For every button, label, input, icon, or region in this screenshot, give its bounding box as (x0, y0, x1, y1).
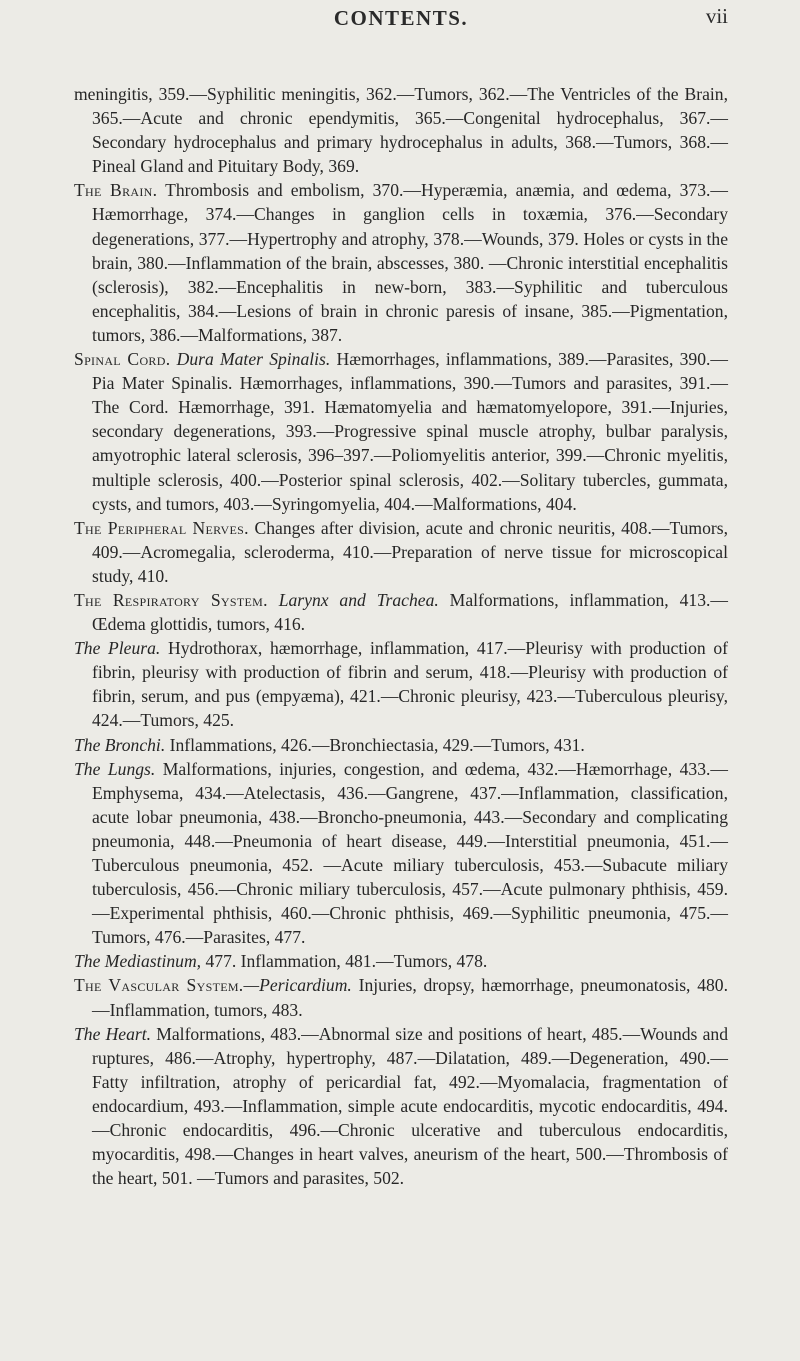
contents-entry (74, 733, 728, 757)
entry-text: Malformations, 483.—Abnormal size and positions of heart, 485.—Wounds and ruptures, 486.—Atrophy, hypertrophy, 487.—Dilatation, 489.—Degeneration, 490.—Fatty infiltration, atrophy of pericardial fat, 492.—Myomalacia, fragmentation of endocardium, 493.—Inflammation, simple acute endocarditis, mycotic endocarditis, 494.—Chronic endocarditis, 496.—Chronic ulcerative and tuberculous endocarditis, myocarditis, 498.—Changes in heart valves, aneurism of the heart, 500.—Thrombosis of the heart, 501. —Tumors and parasites, 502. (92, 1023, 729, 1189)
contents-entry (74, 516, 728, 588)
subsection-lead: The Pleura. (74, 638, 161, 659)
section-heading: The Brain. (74, 180, 158, 201)
section-heading: The Respiratory System. (74, 589, 268, 610)
entry-text: Hydrothorax, hæmorrhage, inflammation, 417.—Pleurisy with production of fibrin, pleurisy with production of fibrin and serum, 418.—Pleurisy with production of fibrin, serum, and pus (empyæma), 421.—Chronic pleurisy, 423.—Tuberculous pleurisy, 424.—Tumors, 425. (92, 638, 729, 731)
subsection-lead: The Bronchi. (74, 734, 166, 755)
contents-entry (74, 82, 728, 178)
running-head (74, 0, 728, 44)
contents-entry (74, 757, 728, 950)
contents-entry (74, 1022, 728, 1191)
page-number: vii (705, 4, 728, 28)
contents-entry (74, 178, 728, 347)
section-heading: The Vascular System. (74, 975, 244, 996)
contents-entry (74, 973, 728, 1021)
entry-text: meningitis, 359.—Syphilitic meningitis, 362.—Tumors, 362.—The Ventricles of the Brain, 365.—Acute and chronic ependymitis, 365.—Congenital hydrocephalus, 367.—Secondary hydrocephalus and primary hydrocephalus in adults, 368.—Tumors, 368.—Pineal Gland and Pituitary Body, 369. (74, 84, 728, 177)
page-title: CONTENTS. (333, 6, 469, 30)
contents-entry (74, 636, 728, 732)
contents-list (74, 82, 728, 1190)
contents-entry (74, 588, 728, 636)
subsection-lead: Dura Mater Spinalis. (176, 349, 331, 370)
entry-text: Injuries, dropsy, hæmorrhage, pneumonatosis, 480.—Inflammation, tumors, 483. (92, 975, 729, 1020)
entry-text: Changes after division, acute and chronic neuritis, 408.—Tumors, 409.—Acromegalia, scleroderma, 410.—Preparation of nerve tissue for microscopical study, 410. (92, 517, 728, 586)
entry-text: Malformations, inflammation, 413.—Œdema glottidis, tumors, 416. (92, 589, 728, 635)
subsection-lead: The Heart. (74, 1023, 152, 1044)
contents-entry (74, 347, 728, 516)
entry-text: 477. Inflammation, 481.—Tumors, 478. (205, 951, 488, 972)
section-heading: Spinal Cord. (74, 349, 171, 370)
entry-text: Malformations, injuries, congestion, and œdema, 432.—Hæmorrhage, 433.—Emphysema, 434.—Atelectasis, 436.—Gangrene, 437.—Inflammation, classification, acute lobar pneumonia, 438.—Broncho-pneumonia, 443.—Secondary and complicating pneumonia, 448.—Pneumonia of heart disease, 449.—Interstitial pneumonia, 451.—Tuberculous pneumonia, 452. —Acute miliary tuberculosis, 453.—Subacute miliary tuberculosis, 456.—Chronic miliary tuberculosis, 457.—Acute pulmonary phthisis, 459.—Experimental phthisis, 460.—Chronic phthisis, 469.—Syphilitic pneumonia, 475.—Tumors, 476.—Parasites, 477. (92, 758, 728, 948)
section-heading: The Peripheral Nerves. (74, 517, 249, 538)
subsection-lead: Larynx and Trachea. (278, 589, 439, 610)
subsection-lead: —Pericardium. (243, 975, 352, 996)
subsection-lead: The Lungs. (74, 758, 156, 779)
entry-text: Inflammations, 426.—Bronchiectasia, 429.—Tumors, 431. (169, 734, 585, 755)
entry-text: Thrombosis and embolism, 370.—Hyperæmia, anæmia, and œdema, 373.—Hæmorrhage, 374.—Changes in ganglion cells in toxæmia, 376.—Secondary degenerations, 377.—Hypertrophy and atrophy, 378.—Wounds, 379. Holes or cysts in the brain, 380.—Inflammation of the brain, abscesses, 380. —Chronic interstitial encephalitis (sclerosis), 382.—Encephalitis in new-born, 383.—Syphilitic and tuberculous encephalitis, 384.—Lesions of brain in chronic paresis of insane, 385.—Pigmentation, tumors, 386.—Malformations, 387. (92, 180, 728, 345)
subsection-lead: The Mediastinum, (74, 951, 202, 972)
contents-entry (74, 949, 728, 973)
entry-text: Hæmorrhages, inflammations, 389.—Parasites, 390.—Pia Mater Spinalis. Hæmorrhages, inflammations, 390.—Tumors and parasites, 391.—The Cord. Hæmorrhage, 391. Hæmatomyelia and hæmatomyelopore, 391.—Injuries, secondary degenerations, 393.—Progressive spinal muscle atrophy, bulbar paralysis, amyotrophic lateral sclerosis, 396–397.—Poliomyelitis anterior, 399.—Chronic myelitis, multiple sclerosis, 400.—Posterior spinal sclerosis, 402.—Solitary tubercles, gummata, cysts, and tumors, 403.—Syringomyelia, 404.—Malformations, 404. (92, 349, 728, 514)
